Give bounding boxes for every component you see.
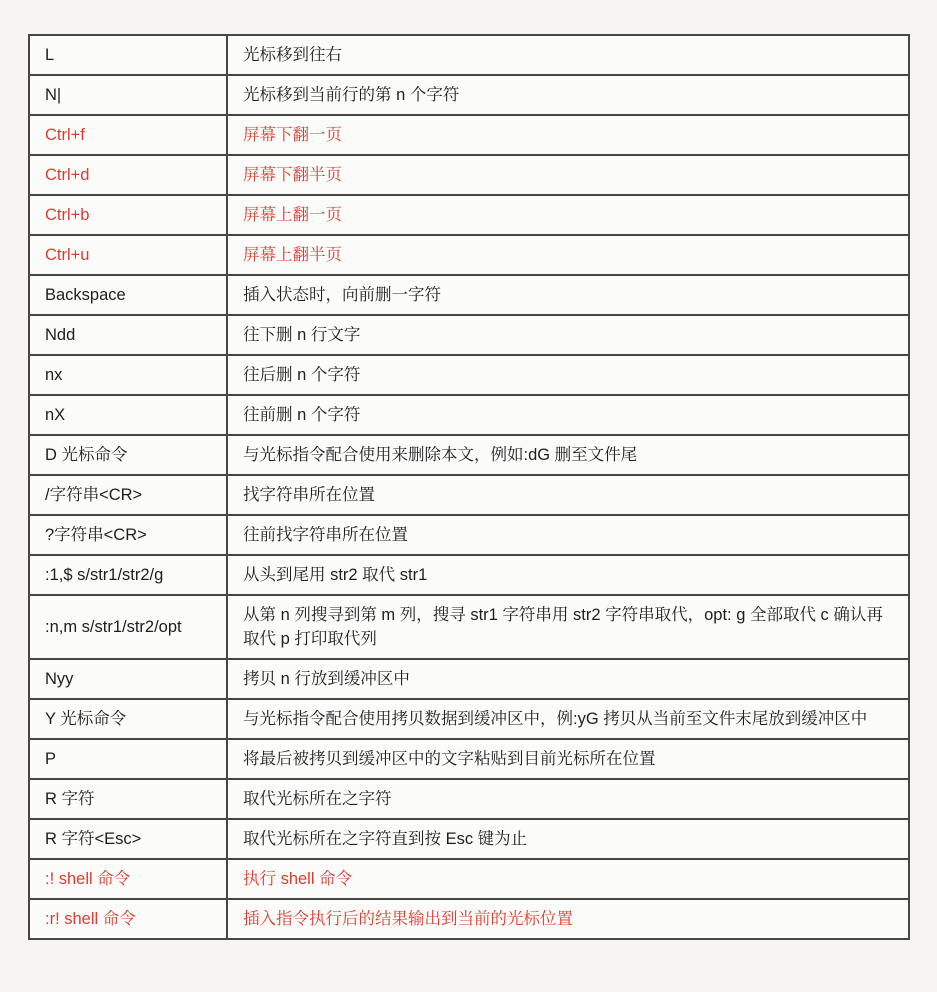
command-cell bbox=[29, 859, 227, 899]
description-cell bbox=[227, 115, 909, 155]
description-cell bbox=[227, 35, 909, 75]
table-row bbox=[29, 155, 909, 195]
command-text: :n,m s/str1/str2/opt bbox=[45, 618, 182, 636]
description-text: 找字符串所在位置 bbox=[243, 486, 375, 504]
description-text: 取代光标所在之字符 bbox=[243, 790, 392, 808]
description-cell bbox=[227, 315, 909, 355]
command-cell bbox=[29, 35, 227, 75]
description-text: 取代光标所在之字符直到按 Esc 键为止 bbox=[243, 830, 528, 848]
command-text: Ndd bbox=[45, 326, 76, 344]
table-row bbox=[29, 315, 909, 355]
command-text: :r! shell 命令 bbox=[45, 910, 136, 928]
table-row bbox=[29, 739, 909, 779]
command-cell bbox=[29, 659, 227, 699]
description-cell bbox=[227, 355, 909, 395]
description-text: 屏幕上翻半页 bbox=[243, 246, 342, 264]
command-text: nx bbox=[45, 366, 63, 384]
command-cell bbox=[29, 819, 227, 859]
table-row bbox=[29, 515, 909, 555]
table-row bbox=[29, 555, 909, 595]
command-text: N| bbox=[45, 86, 62, 104]
table-row bbox=[29, 195, 909, 235]
description-cell bbox=[227, 859, 909, 899]
command-text: Ctrl+d bbox=[45, 166, 90, 184]
table-row bbox=[29, 355, 909, 395]
command-cell bbox=[29, 395, 227, 435]
command-cell bbox=[29, 155, 227, 195]
command-cell bbox=[29, 355, 227, 395]
description-text: 光标移到往右 bbox=[243, 46, 342, 64]
description-text: 与光标指令配合使用拷贝数据到缓冲区中，例:yG 拷贝从当前至文件末尾放到缓冲区中 bbox=[243, 710, 868, 728]
command-text: ?字符串<CR> bbox=[45, 526, 147, 544]
command-text: :1,$ s/str1/str2/g bbox=[45, 566, 164, 584]
description-text: 执行 shell 命令 bbox=[243, 870, 353, 888]
table-row bbox=[29, 699, 909, 739]
command-cell bbox=[29, 595, 227, 659]
description-cell bbox=[227, 819, 909, 859]
description-text: 光标移到当前行的第 n 个字符 bbox=[243, 86, 460, 104]
command-cell bbox=[29, 315, 227, 355]
command-text: R 字符 bbox=[45, 790, 95, 808]
description-text: 从头到尾用 str2 取代 str1 bbox=[243, 566, 428, 584]
description-cell bbox=[227, 195, 909, 235]
command-cell bbox=[29, 475, 227, 515]
vim-commands-table-body bbox=[29, 35, 909, 939]
description-text: 从第 n 列搜寻到第 m 列，搜寻 str1 字符串用 str2 字符串取代，opt: g 全部取代 c 确认再取代 p 打印取代列 bbox=[243, 606, 883, 648]
description-text: 与光标指令配合使用来删除本文，例如:dG 删至文件尾 bbox=[243, 446, 638, 464]
command-cell bbox=[29, 779, 227, 819]
table-row bbox=[29, 435, 909, 475]
command-cell bbox=[29, 235, 227, 275]
table-row bbox=[29, 35, 909, 75]
description-text: 拷贝 n 行放到缓冲区中 bbox=[243, 670, 410, 688]
table-row bbox=[29, 475, 909, 515]
description-cell bbox=[227, 595, 909, 659]
description-cell bbox=[227, 475, 909, 515]
command-cell bbox=[29, 739, 227, 779]
command-text: Backspace bbox=[45, 286, 126, 304]
vim-commands-table-container bbox=[28, 34, 910, 940]
command-cell bbox=[29, 515, 227, 555]
command-text: P bbox=[45, 750, 57, 768]
table-row bbox=[29, 659, 909, 699]
command-cell bbox=[29, 115, 227, 155]
description-text: 往前找字符串所在位置 bbox=[243, 526, 408, 544]
description-text: 往前删 n 个字符 bbox=[243, 406, 361, 424]
description-cell bbox=[227, 739, 909, 779]
description-cell bbox=[227, 555, 909, 595]
command-text: D 光标命令 bbox=[45, 446, 128, 464]
command-text: Ctrl+f bbox=[45, 126, 85, 144]
table-row bbox=[29, 859, 909, 899]
description-cell bbox=[227, 515, 909, 555]
command-text: R 字符<Esc> bbox=[45, 830, 142, 848]
description-cell bbox=[227, 275, 909, 315]
description-cell bbox=[227, 899, 909, 939]
command-cell bbox=[29, 75, 227, 115]
table-row bbox=[29, 275, 909, 315]
command-text: L bbox=[45, 46, 55, 64]
command-text: Ctrl+u bbox=[45, 246, 90, 264]
description-cell bbox=[227, 155, 909, 195]
description-cell bbox=[227, 779, 909, 819]
description-text: 将最后被拷贝到缓冲区中的文字粘贴到目前光标所在位置 bbox=[243, 750, 656, 768]
description-text: 往后删 n 个字符 bbox=[243, 366, 361, 384]
vim-commands-table bbox=[28, 34, 910, 940]
command-text: Ctrl+b bbox=[45, 206, 90, 224]
table-row bbox=[29, 235, 909, 275]
table-row bbox=[29, 75, 909, 115]
description-cell bbox=[227, 659, 909, 699]
command-text: Y 光标命令 bbox=[45, 710, 127, 728]
table-row bbox=[29, 819, 909, 859]
command-cell bbox=[29, 275, 227, 315]
description-text: 屏幕上翻一页 bbox=[243, 206, 342, 224]
command-cell bbox=[29, 435, 227, 475]
command-cell bbox=[29, 195, 227, 235]
description-text: 屏幕下翻半页 bbox=[243, 166, 342, 184]
command-text: :! shell 命令 bbox=[45, 870, 131, 888]
command-text: nX bbox=[45, 406, 66, 424]
command-text: Nyy bbox=[45, 670, 74, 688]
table-row bbox=[29, 595, 909, 659]
description-text: 插入状态时，向前删一字符 bbox=[243, 286, 441, 304]
table-row bbox=[29, 115, 909, 155]
description-cell bbox=[227, 395, 909, 435]
table-row bbox=[29, 899, 909, 939]
command-cell bbox=[29, 699, 227, 739]
command-text: /字符串<CR> bbox=[45, 486, 143, 504]
table-row bbox=[29, 395, 909, 435]
description-cell bbox=[227, 699, 909, 739]
description-text: 插入指令执行后的结果输出到当前的光标位置 bbox=[243, 910, 573, 928]
description-text: 屏幕下翻一页 bbox=[243, 126, 342, 144]
description-cell bbox=[227, 75, 909, 115]
description-cell bbox=[227, 235, 909, 275]
command-cell bbox=[29, 899, 227, 939]
command-cell bbox=[29, 555, 227, 595]
description-text: 往下删 n 行文字 bbox=[243, 326, 361, 344]
table-row bbox=[29, 779, 909, 819]
description-cell bbox=[227, 435, 909, 475]
